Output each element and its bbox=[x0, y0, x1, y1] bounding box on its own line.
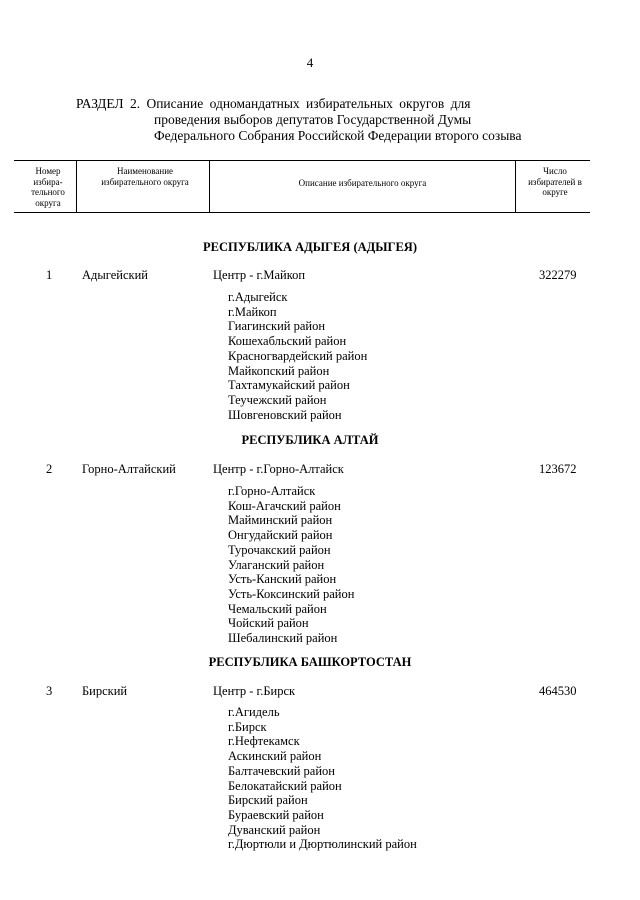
list-item: Шовгеновский район bbox=[228, 407, 342, 422]
district-number: 3 bbox=[46, 684, 53, 698]
list-item: Майминский район bbox=[228, 513, 333, 528]
header-divider-3 bbox=[515, 160, 516, 213]
list-item: Белокатайский район bbox=[228, 778, 342, 793]
district-area-list bbox=[228, 290, 367, 422]
header-district-number: Номер избира-тельного округа bbox=[31, 166, 65, 208]
list-item: Теучежский район bbox=[228, 392, 327, 407]
section-title bbox=[76, 96, 522, 144]
page-number: 4 bbox=[306, 55, 314, 70]
list-item: г.Агидель bbox=[228, 705, 280, 719]
district-area-list bbox=[228, 484, 354, 646]
list-item: Усть-Коксинский район bbox=[228, 586, 355, 601]
list-item: Бураевский район bbox=[228, 807, 324, 822]
district-center: Центр - г.Горно-Алтайск bbox=[213, 462, 344, 476]
district-center: Центр - г.Бирск bbox=[213, 684, 296, 698]
district-voters: 322279 bbox=[539, 268, 577, 282]
district-number: 2 bbox=[46, 462, 53, 476]
list-item: Бирский район bbox=[228, 793, 308, 808]
region-heading: РЕСПУБЛИКА БАШКОРТОСТАН bbox=[208, 655, 412, 669]
list-item: Чойский район bbox=[228, 616, 309, 631]
list-item: Аскинский район bbox=[228, 749, 322, 764]
district-number: 1 bbox=[46, 268, 53, 282]
list-item: Кош-Агачский район bbox=[228, 498, 341, 513]
header-divider-1 bbox=[76, 160, 77, 213]
list-item: Гиагинский район bbox=[228, 319, 326, 334]
district-area-list bbox=[228, 705, 417, 852]
list-item: г.Адыгейск bbox=[228, 290, 288, 304]
list-item: Дуванский район bbox=[228, 822, 321, 837]
header-bottom-border bbox=[14, 212, 590, 213]
region-heading: РЕСПУБЛИКА АДЫГЕЯ (АДЫГЕЯ) bbox=[203, 240, 417, 254]
header-district-description: Описание избирательного округа bbox=[298, 178, 427, 188]
district-name: Адыгейский bbox=[82, 268, 148, 282]
section-title-line-3: Федерального Собрания Российской Федерации второго созыва bbox=[154, 128, 522, 143]
list-item: г.Горно-Алтайск bbox=[228, 484, 316, 498]
list-item: Усть-Канский район bbox=[228, 572, 337, 587]
list-item: г.Нефтекамск bbox=[228, 734, 300, 749]
district-name: Горно-Алтайский bbox=[82, 462, 176, 476]
district-name: Бирский bbox=[82, 684, 128, 698]
list-item: Красногвардейский район bbox=[228, 348, 368, 363]
list-item: г.Дюртюли и Дюртюлинский район bbox=[228, 837, 417, 852]
list-item: Онгудайский район bbox=[228, 528, 333, 543]
header-district-name: Наименование избирательного округа bbox=[101, 166, 189, 187]
section-title-line-2: проведения выборов депутатов Государственной Думы bbox=[154, 112, 472, 127]
list-item: Шебалинский район bbox=[228, 631, 338, 646]
district-voters: 123672 bbox=[539, 462, 577, 476]
region-heading: РЕСПУБЛИКА АЛТАЙ bbox=[241, 433, 379, 447]
list-item: г.Майкоп bbox=[228, 304, 277, 319]
list-item: Тахтамукайский район bbox=[228, 378, 350, 393]
list-item: г.Бирск bbox=[228, 719, 267, 734]
section-title-line-1: РАЗДЕЛ 2. Описание одномандатных избирательных округов для bbox=[76, 96, 471, 111]
district-voters: 464530 bbox=[539, 684, 577, 698]
list-item: Турочакский район bbox=[228, 542, 331, 557]
header-top-border bbox=[14, 160, 590, 161]
list-item: Кошехабльский район bbox=[228, 334, 347, 349]
list-item: Чемальский район bbox=[228, 601, 327, 616]
header-voter-count: Число избирателей в округе bbox=[528, 166, 582, 197]
list-item: Майкопский район bbox=[228, 363, 330, 378]
list-item: Балтачевский район bbox=[228, 763, 335, 778]
list-item: Улаганский район bbox=[228, 557, 325, 572]
district-center: Центр - г.Майкоп bbox=[213, 268, 306, 282]
